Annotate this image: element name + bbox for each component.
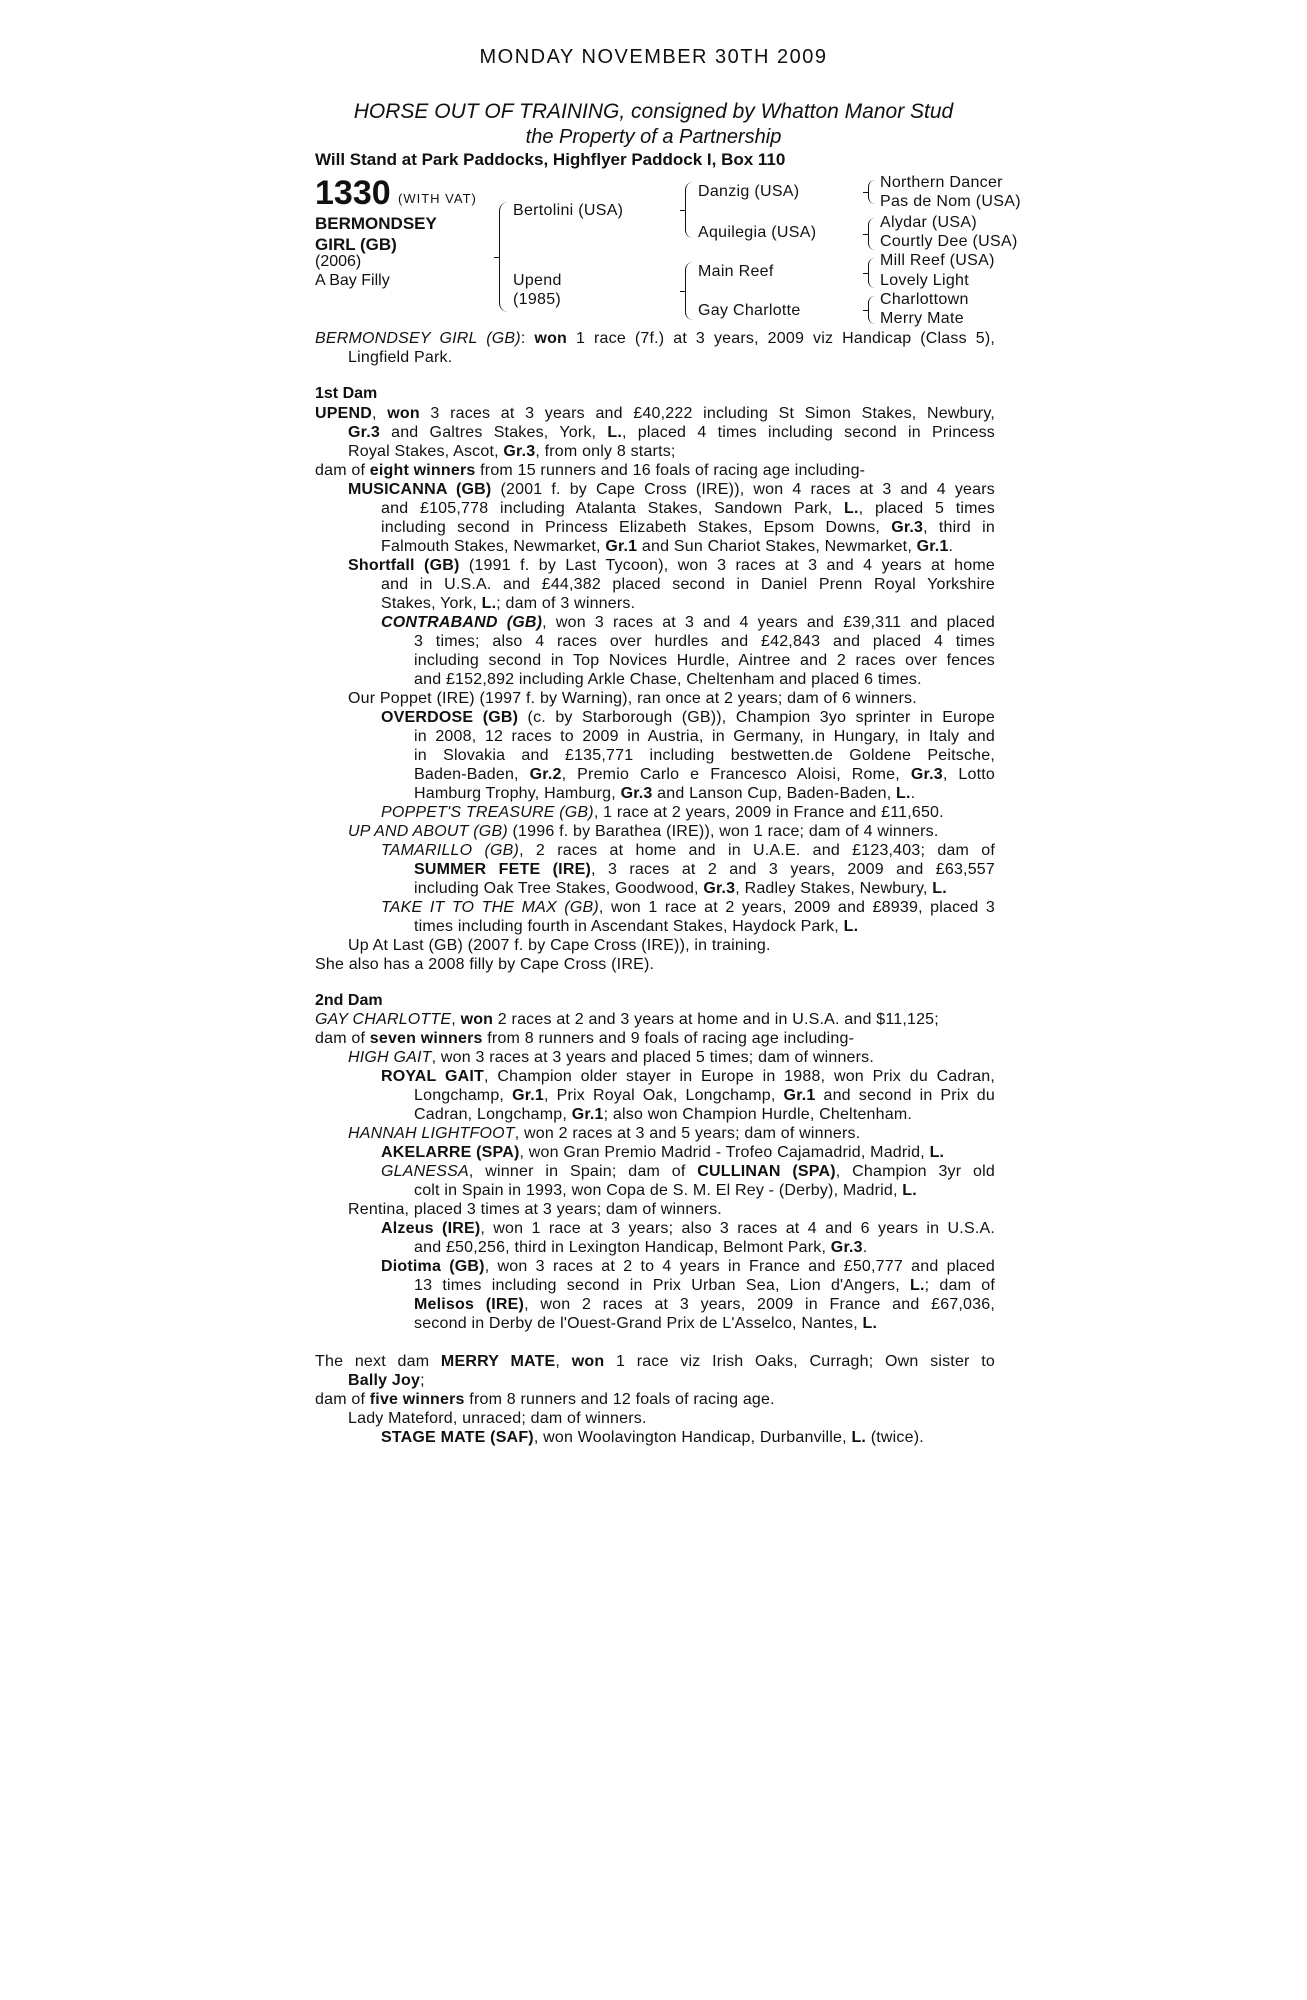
produce-text: from 15 runners and 16 foals of racing age including-	[475, 462, 866, 479]
bally-joy-name: Bally Joy	[348, 1372, 421, 1389]
grade-gr1: Gr.1	[571, 1106, 604, 1123]
produce-text: colt in Spain in 1993, won Copa de S. M. El Rey - (Derby), Madrid,	[414, 1182, 903, 1199]
grade-gr3: Gr.3	[620, 785, 653, 802]
racing-record-line2: Lingfield Park.	[348, 349, 453, 366]
glanessa-name: GLANESSA	[381, 1163, 469, 1180]
pedigree-dss: Mill Reef (USA)	[880, 252, 995, 269]
grade-gr2: Gr.2	[529, 766, 562, 783]
contraband-line2: 3 times; also 4 races over hurdles and £42,843 and placed 4 times	[414, 633, 995, 650]
pedigree-ddd: Merry Mate	[880, 310, 964, 327]
musicanna-name: MUSICANNA (GB)	[348, 481, 492, 498]
poppets-treasure-name: POPPET'S TREASURE (GB)	[381, 804, 594, 821]
produce-text: , Champion 3yr old	[835, 1163, 995, 1180]
high-gait-name: HIGH GAIT	[348, 1049, 432, 1066]
next-dam-produce	[315, 1391, 775, 1409]
diotima-line2	[414, 1277, 995, 1295]
next-dam-text: 1 race viz Irish Oaks, Curragh; Own sister to	[604, 1353, 995, 1370]
pedigree-sire-dam: Aquilegia (USA)	[698, 224, 817, 241]
produce-text: including second in Princess Elizabeth Stakes, Epsom Downs,	[381, 519, 892, 536]
grade-gr3: Gr.3	[910, 766, 943, 783]
produce-text: , won 2 races at 3 and 5 years; dam of winners.	[514, 1125, 861, 1142]
first-dam-text: , placed 4 times including second in Princess	[622, 424, 996, 441]
first-dam-heading: 1st Dam	[315, 385, 378, 402]
our-poppet-line: Our Poppet (IRE) (1997 f. by Warning), ran once at 2 years; dam of 6 winners.	[348, 690, 917, 707]
produce-text: , Lotto	[942, 766, 995, 783]
first-dam-text: , from only 8 starts;	[535, 443, 676, 460]
produce-text: and £105,778 including Atalanta Stakes, Sandown Park,	[381, 500, 844, 517]
alzeus-line2	[414, 1239, 867, 1257]
second-dam-text: 2 races at 2 and 3 years at home and in U.S.A. and $11,125;	[493, 1011, 939, 1028]
take-it-name: TAKE IT TO THE MAX (GB)	[381, 899, 599, 916]
up-and-about-name: UP AND ABOUT (GB)	[348, 823, 508, 840]
produce-text: ; dam of 3 winners.	[496, 595, 636, 612]
produce-text: .	[862, 1239, 868, 1256]
produce-text: , winner in Spain; dam of	[468, 1163, 698, 1180]
produce-text: , won 1 race at 2 years, 2009 and £8939, placed 3	[598, 899, 995, 916]
grade-listed: L.	[481, 595, 497, 612]
produce-text: from 8 runners and 12 foals of racing age.	[464, 1391, 775, 1408]
diotima-line1	[381, 1258, 995, 1276]
musicanna-line4	[381, 538, 953, 556]
produce-text: and second in Prix du	[815, 1087, 995, 1104]
produce-text: , 1 race at 2 years, 2009 in France and £11,650.	[593, 804, 944, 821]
horse-name-line1: BERMONDSEY	[315, 214, 437, 233]
pedigree-dam: Upend	[513, 272, 562, 289]
produce-text: , won 1 race at 3 years; also 3 races at 4 and 6 years in U.S.A.	[480, 1220, 995, 1237]
produce-text: 13 times including second in Prix Urban Sea, Lion d'Angers,	[414, 1277, 910, 1294]
produce-text: , won 3 races at 3 years and placed 5 times; dam of winners.	[431, 1049, 875, 1066]
next-dam-name: MERRY MATE	[440, 1353, 556, 1370]
first-dam-line2	[348, 424, 995, 442]
produce-text: (1991 f. by Last Tycoon), won 3 races at 3 and 4 years at home	[459, 557, 995, 574]
first-dam-produce	[315, 462, 865, 480]
overdose-line4	[414, 766, 995, 784]
pedigree-brace-sd	[868, 218, 875, 250]
lady-mateford-line: Lady Mateford, unraced; dam of winners.	[348, 1410, 647, 1427]
produce-text: , Prix Royal Oak, Longchamp,	[544, 1087, 784, 1104]
grade-gr1: Gr.1	[512, 1087, 544, 1104]
horse-foaling-year: (2006)	[315, 253, 362, 270]
hannah-lightfoot-line	[348, 1125, 860, 1143]
high-gait-line	[348, 1049, 874, 1067]
musicanna-line2	[381, 500, 995, 518]
horse-name-line2: GIRL (GB)	[315, 235, 397, 254]
grade-gr3: Gr.3	[703, 880, 736, 897]
musicanna-line3	[381, 519, 995, 537]
up-at-last-line: Up At Last (GB) (2007 f. by Cape Cross (IRE)), in training.	[348, 937, 771, 954]
produce-text: , 2 races at home and in U.A.E. and £123,403; dam of	[519, 842, 995, 859]
stand-location: Will Stand at Park Paddocks, Highflyer Paddock I, Box 110	[315, 150, 786, 169]
produce-text: from 8 runners and 9 foals of racing age including-	[482, 1030, 855, 1047]
pedigree-sire-sire: Danzig (USA)	[698, 183, 800, 200]
lot-property: the Property of a Partnership	[525, 126, 782, 148]
grade-gr3: Gr.3	[503, 443, 536, 460]
pedigree-dds: Charlottown	[880, 291, 969, 308]
next-dam-won: won	[571, 1353, 605, 1370]
summer-fete-line2	[414, 880, 947, 898]
contraband-line1	[381, 614, 995, 632]
summer-fete-name: SUMMER FETE (IRE)	[414, 861, 591, 878]
grade-listed: L.	[909, 1277, 925, 1294]
racing-record-line: BERMONDSEY GIRL (GB): won 1 race (7f.) at 3 years, 2009 viz Handicap (Class 5),	[315, 330, 995, 347]
first-dam-text: 3 races at 3 years and £40,222 including St Simon Stakes, Newbury,	[419, 405, 995, 422]
produce-text: , won Woolavington Handicap, Durbanville,	[533, 1429, 852, 1446]
grade-gr3: Gr.3	[348, 424, 380, 441]
melisos-line2	[414, 1315, 877, 1333]
produce-text: .	[910, 785, 916, 802]
dam-of: dam of	[315, 1030, 370, 1047]
produce-text: (c. by Starborough (GB)), Champion 3yo sprinter in Europe	[518, 709, 996, 726]
take-it-line1	[381, 899, 995, 917]
produce-text: ; dam of	[924, 1277, 995, 1294]
tamarillo-line	[381, 842, 995, 860]
pedigree-dam-sire: Main Reef	[698, 263, 774, 280]
grade-listed: L.	[862, 1315, 878, 1332]
overdose-line1	[381, 709, 995, 727]
royal-gait-line2	[414, 1087, 995, 1105]
produce-text: times including fourth in Ascendant Stakes, Haydock Park,	[414, 918, 844, 935]
hannah-lightfoot-name: HANNAH LIGHTFOOT	[348, 1125, 515, 1142]
pedigree-ssd: Pas de Nom (USA)	[880, 193, 1021, 210]
take-it-line2	[414, 918, 858, 936]
also-has-line: She also has a 2008 filly by Cape Cross (IRE).	[315, 956, 655, 973]
produce-text: Falmouth Stakes, Newmarket,	[381, 538, 606, 555]
shortfall-line3	[381, 595, 635, 613]
produce-text: , 3 races at 2 and 3 years, 2009 and £63,557	[590, 861, 995, 878]
overdose-line2: in 2008, 12 races to 2009 in Austria, in Germany, in Hungary, in Italy and	[414, 728, 995, 745]
next-dam-line1: The next dam MERRY MATE, won 1 race viz Irish Oaks, Curragh; Own sister to	[315, 1353, 995, 1370]
produce-text: .	[948, 538, 954, 555]
pedigree-dam-dam: Gay Charlotte	[698, 302, 801, 319]
pedigree-brace-dd	[868, 296, 875, 324]
akelarre-name: AKELARRE (SPA)	[381, 1144, 520, 1161]
next-dam-text: ;	[420, 1372, 425, 1389]
up-and-about-line	[348, 823, 939, 841]
produce-text: , placed 5 times	[858, 500, 995, 517]
shortfall-line1	[348, 557, 995, 575]
musicanna-line1	[348, 481, 995, 499]
grade-listed: L.	[851, 1429, 867, 1446]
alzeus-line1	[381, 1220, 995, 1238]
produce-text: and Sun Chariot Stakes, Newmarket,	[637, 538, 917, 555]
grade-gr1: Gr.1	[916, 538, 949, 555]
poppets-treasure-line	[381, 804, 944, 822]
dam-of: dam of	[315, 1391, 370, 1408]
tamarillo-name: TAMARILLO (GB)	[381, 842, 520, 859]
pedigree-dam-year: (1985)	[513, 291, 562, 308]
melisos-line1	[414, 1296, 995, 1314]
record-horse: BERMONDSEY GIRL (GB)	[315, 330, 521, 347]
produce-text: , third in	[923, 519, 995, 536]
second-dam-produce	[315, 1030, 854, 1048]
horse-description: A Bay Filly	[315, 272, 390, 289]
grade-gr1: Gr.1	[783, 1087, 816, 1104]
record-won: won	[534, 330, 568, 347]
grade-listed: L.	[844, 500, 859, 517]
cullinan-name: CULLINAN (SPA)	[697, 1163, 836, 1180]
produce-text: including Oak Tree Stakes, Goodwood,	[414, 880, 704, 897]
next-dam-line2	[348, 1372, 425, 1390]
produce-text: Stakes, York,	[381, 595, 482, 612]
produce-text: , Premio Carlo e Francesco Aloisi, Rome,	[561, 766, 911, 783]
horse-name	[315, 213, 465, 255]
winners-count: seven winners	[369, 1030, 483, 1047]
pedigree-brace-ds	[868, 258, 875, 288]
pedigree-brace-dam	[685, 262, 693, 320]
first-dam-won: won	[387, 405, 420, 422]
grade-listed: L.	[843, 918, 859, 935]
second-dam-line1: GAY CHARLOTTE, won 2 races at 2 and 3 years at home and in U.S.A. and $11,125;	[315, 1011, 939, 1028]
summer-fete-line1	[414, 861, 995, 879]
overdose-name: OVERDOSE (GB)	[381, 709, 519, 726]
first-dam-line3	[348, 443, 676, 461]
first-dam-text: and Galtres Stakes, York,	[379, 424, 608, 441]
cullinan-line2	[414, 1182, 917, 1200]
grade-listed: L.	[902, 1182, 917, 1199]
winners-count: five winners	[369, 1391, 465, 1408]
stage-mate-line	[381, 1429, 924, 1447]
produce-text: (2001 f. by Cape Cross (IRE)), won 4 races at 3 and 4 years	[491, 481, 995, 498]
first-dam-text: Royal Stakes, Ascot,	[348, 443, 504, 460]
produce-text: , won 3 races at 2 to 4 years in France and £50,777 and placed	[484, 1258, 995, 1275]
produce-text: (1996 f. by Barathea (IRE)), won 1 race; dam of 4 winners.	[507, 823, 939, 840]
produce-text: , won 3 races at 3 and 4 years and £39,311 and placed	[542, 614, 995, 631]
pedigree-brace-sire	[685, 182, 693, 238]
produce-text: Hamburg Trophy, Hamburg,	[414, 785, 621, 802]
alzeus-name: Alzeus (IRE)	[381, 1220, 481, 1237]
produce-text: Baden-Baden,	[414, 766, 530, 783]
second-dam-name: GAY CHARLOTTE	[315, 1011, 452, 1028]
dam-of: dam of	[315, 462, 370, 479]
first-dam-line1: UPEND, won 3 races at 3 years and £40,222 including St Simon Stakes, Newbury,	[315, 405, 995, 422]
grade-gr1: Gr.1	[605, 538, 638, 555]
shortfall-name: Shortfall (GB)	[348, 557, 460, 574]
lot-number: 1330	[315, 174, 391, 212]
record-text: 1 race (7f.) at 3 years, 2009 viz Handicap (Class 5),	[567, 330, 995, 347]
produce-text: Cadran, Longchamp,	[414, 1106, 572, 1123]
grade-listed: L.	[932, 880, 947, 897]
stage-mate-name: STAGE MATE (SAF)	[381, 1429, 534, 1446]
pedigree-brace-ss	[868, 180, 875, 204]
produce-text: , Radley Stakes, Newbury,	[735, 880, 933, 897]
pedigree-sds: Alydar (USA)	[880, 214, 977, 231]
royal-gait-line1	[381, 1068, 995, 1086]
melisos-name: Melisos (IRE)	[414, 1296, 525, 1313]
glanessa-line	[381, 1163, 995, 1181]
overdose-line3: in Slovakia and £135,771 including bestwetten.de Goldene Peitsche,	[414, 747, 995, 764]
shortfall-line2: and in U.S.A. and £44,382 placed second in Daniel Prenn Royal Yorkshire	[381, 576, 995, 593]
rentina-line: Rentina, placed 3 times at 3 years; dam of winners.	[348, 1201, 722, 1218]
contraband-name: CONTRABAND (GB)	[381, 614, 543, 631]
winners-count: eight winners	[369, 462, 476, 479]
pedigree-brace-sire-dam	[499, 202, 508, 312]
grade-listed: L.	[929, 1144, 945, 1161]
first-dam-name: UPEND	[315, 405, 373, 422]
produce-text: , Champion older stayer in Europe in 1988, won Prix du Cadran,	[484, 1068, 995, 1085]
produce-text: and £50,256, third in Lexington Handicap, Belmont Park,	[414, 1239, 831, 1256]
grade-gr3: Gr.3	[891, 519, 924, 536]
produce-text: and Lanson Cup, Baden-Baden,	[652, 785, 897, 802]
sale-date: MONDAY NOVEMBER 30TH 2009	[479, 46, 828, 68]
pedigree-sdd: Courtly Dee (USA)	[880, 233, 1018, 250]
overdose-line5	[414, 785, 915, 803]
lot-vat-note: (WITH VAT)	[398, 191, 477, 206]
grade-listed: L.	[896, 785, 911, 802]
lot-heading: HORSE OUT OF TRAINING, consigned by Whatton Manor Stud	[353, 100, 954, 123]
royal-gait-line3	[414, 1106, 912, 1124]
pedigree-sss: Northern Dancer	[880, 174, 1003, 191]
second-dam-heading: 2nd Dam	[315, 992, 383, 1009]
produce-text: ; also won Champion Hurdle, Cheltenham.	[603, 1106, 913, 1123]
grade-listed: L.	[607, 424, 622, 441]
pedigree-sire: Bertolini (USA)	[513, 202, 624, 219]
akelarre-line	[381, 1144, 944, 1162]
contraband-line3: including second in Top Novices Hurdle, Aintree and 2 races over fences	[414, 652, 995, 669]
grade-gr3: Gr.3	[830, 1239, 863, 1256]
produce-text: second in Derby de l'Ouest-Grand Prix de L'Asselco, Nantes,	[414, 1315, 863, 1332]
pedigree-dsd: Lovely Light	[880, 272, 969, 289]
produce-text: , won Gran Premio Madrid - Trofeo Cajamadrid, Madrid,	[519, 1144, 930, 1161]
next-dam-intro: The next dam	[315, 1353, 441, 1370]
produce-text: (twice).	[866, 1429, 924, 1446]
produce-text: , won 2 races at 3 years, 2009 in France and £67,036,	[524, 1296, 995, 1313]
royal-gait-name: ROYAL GAIT	[381, 1068, 484, 1085]
second-dam-won: won	[460, 1011, 494, 1028]
contraband-line4: and £152,892 including Arkle Chase, Cheltenham and placed 6 times.	[414, 671, 922, 688]
diotima-name: Diotima (GB)	[381, 1258, 485, 1275]
produce-text: Longchamp,	[414, 1087, 513, 1104]
